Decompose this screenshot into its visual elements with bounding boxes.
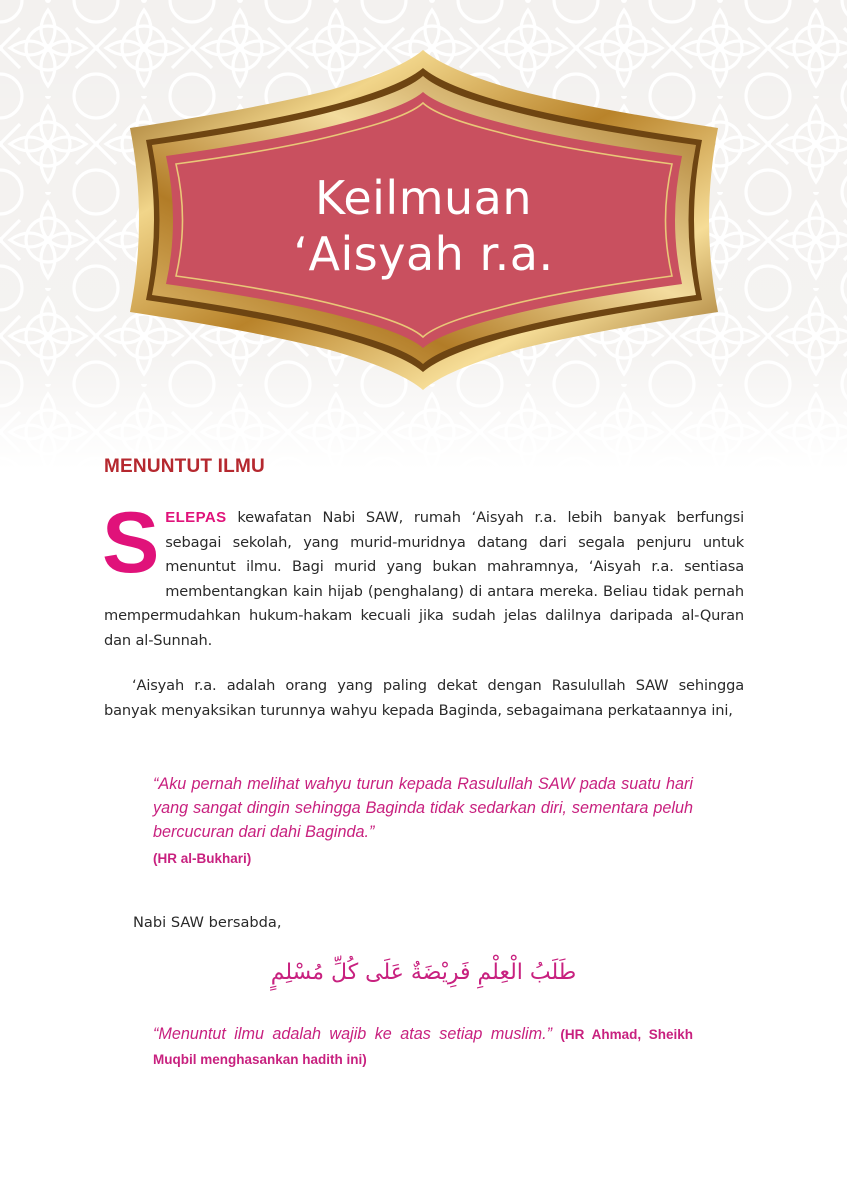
hadith-intro: Nabi SAW bersabda, bbox=[133, 914, 282, 931]
quote-source: (HR al-Bukhari) bbox=[153, 851, 252, 866]
page-title bbox=[200, 170, 647, 282]
paragraph-1-text: kewafatan Nabi SAW, rumah ‘Aisyah r.a. lebih banyak berfungsi sebagai sekolah, yang murid-muridnya datang dari segala penjuru untuk menuntut ilmu. Bagi murid yang bukan mahramnya, ‘Aisyah r.a. sentiasa membentangkan kain hijab (penghalang) di antara mereka. Beliau tidak pernah mempermudahkan hukum-hakam kecuali jika sudah jelas dalilnya daripada al-Quran dan al-Sunnah. bbox=[104, 509, 744, 649]
hadith-quote: “Aku pernah melihat wahyu turun kepada Rasulullah SAW pada suatu hari yang sangat dingin sehingga Baginda tidak sedarkan diri, sementara peluh bercucuran dari dahi Baginda.” bbox=[153, 775, 693, 841]
translation-source: (HR Ahmad, Sheikh Muqbil menghasankan hadith ini) bbox=[153, 1027, 694, 1067]
title-line-1: Keilmuan bbox=[314, 171, 533, 225]
title-line-2: ‘Aisyah r.a. bbox=[293, 227, 554, 281]
drop-cap: S bbox=[102, 495, 160, 591]
arabic-hadith-text: طَلَبُ الْعِلْمِ فَرِيْضَةٌ عَلَى كُلِّ مُسْلِمٍ bbox=[270, 960, 577, 985]
section-heading: MENUNTUT ILMU bbox=[104, 456, 265, 477]
lead-word: ELEPAS bbox=[165, 509, 227, 526]
paragraph-2: ‘Aisyah r.a. adalah orang yang paling dekat dengan Rasulullah SAW sehingga banyak menyaksikan turunnya wahyu kepada Baginda, sebagaimana perkataannya ini, bbox=[104, 677, 744, 719]
translation-text: “Menuntut ilmu adalah wajib ke atas setiap muslim.” bbox=[153, 1025, 552, 1043]
hadith-translation bbox=[153, 1022, 693, 1072]
paragraph-1 bbox=[102, 495, 744, 653]
